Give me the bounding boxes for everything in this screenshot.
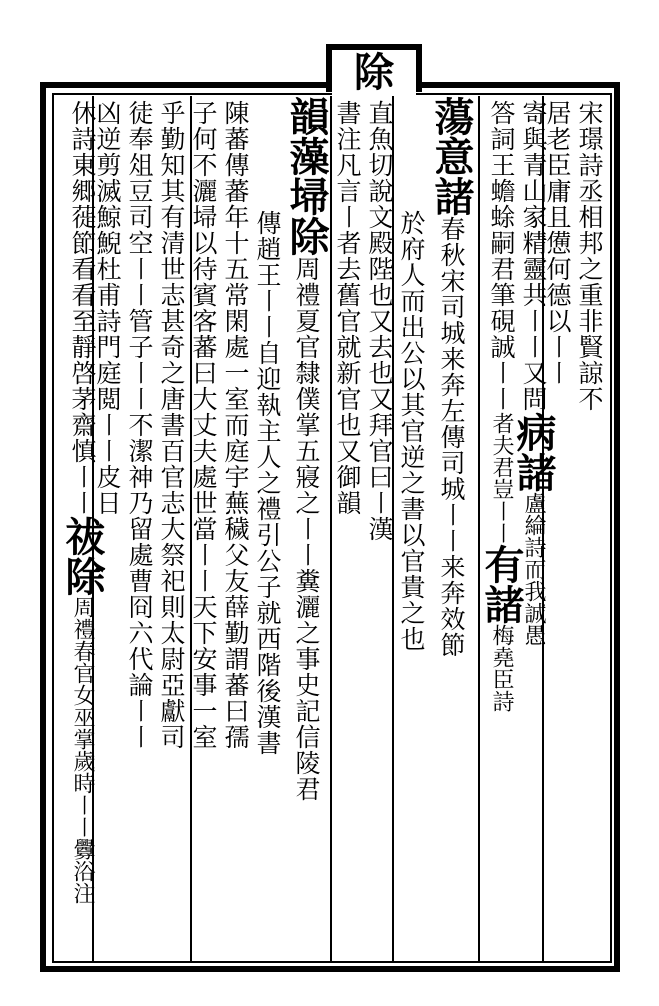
body-text: 子何不灑埽以待賓客蕃曰大丈夫處世當〡〡天下安事一室: [189, 100, 218, 750]
text-column: [188, 100, 218, 750]
text-column: [574, 100, 604, 412]
annotation-text: 者夫君豈〡〡: [489, 412, 514, 544]
body-text: 宋璟詩丞相邦之重非賢諒不: [575, 100, 604, 412]
body-text: 傳趙王〡〡自迎執主人之禮引公子就西階後漢書: [253, 210, 282, 756]
body-text: 徒奉俎豆司空〡〡管子〡〡不潔神乃留處曹冏六代論〡〡: [125, 100, 154, 750]
body-text: 答詞王蟾蜍嗣君筆硯誠〡〡: [487, 100, 516, 412]
text-column: [284, 96, 328, 802]
body-text: 於府人而出公以其官逆之書以官貴之也: [397, 210, 426, 652]
body-text: 直魚切說文殿陛也又去也又拜官曰〡漢: [365, 100, 394, 542]
text-column: [124, 100, 154, 750]
text-column: [60, 100, 104, 904]
entry-heading: 祓除: [59, 516, 106, 596]
annotation-text: 梅堯臣詩: [489, 624, 514, 712]
body-text: 休詩東郷蓰節看看至靜啓茅齋慎〡〡: [68, 100, 97, 516]
body-text: 陳蕃傳蕃年十五常閑處一室而庭宇蕪穢父友薛勤謂蕃曰孺: [221, 100, 250, 750]
entry-heading: 病諸: [510, 412, 557, 492]
text-column: [220, 100, 250, 750]
annotation-text: 盧綸詩而我誠愚: [521, 492, 546, 646]
text-column: [364, 100, 394, 542]
text-column: [156, 100, 186, 750]
annotation-text: 周禮春官女巫掌歲時〡〡釁浴注: [70, 596, 95, 904]
body-text: 周禮夏官隸僕掌五寢之〡〡糞灑之事史記信陵君: [292, 256, 321, 802]
text-column: [429, 96, 473, 658]
text-column: [252, 210, 282, 756]
entry-heading: 韻藻埽除: [283, 96, 330, 256]
body-text: 居老臣庸且憊何德以〡〡: [543, 100, 572, 386]
body-text: 書注凡言〡者去舊官就新官也又御韻: [333, 100, 362, 516]
section-tab-character: 除: [354, 49, 394, 96]
body-text: 寄與青山家精靈共〡〡又問: [519, 100, 548, 412]
body-text: 乎勤知其有清世志甚奇之唐書百官志大祭祀則太尉亞獻司: [157, 100, 186, 750]
text-column: [332, 100, 362, 516]
body-text: 凶逆剪滅鯨鯢杜甫詩門庭閲〡〡皮日: [93, 100, 122, 516]
entry-heading: 蕩意諸: [428, 96, 475, 216]
body-text: 春秋宋司城来奔左傳司城〡〡来奔效節: [437, 216, 466, 658]
text-column: [396, 210, 426, 652]
entry-heading: 有諸: [478, 544, 525, 624]
text-column: [479, 100, 523, 712]
